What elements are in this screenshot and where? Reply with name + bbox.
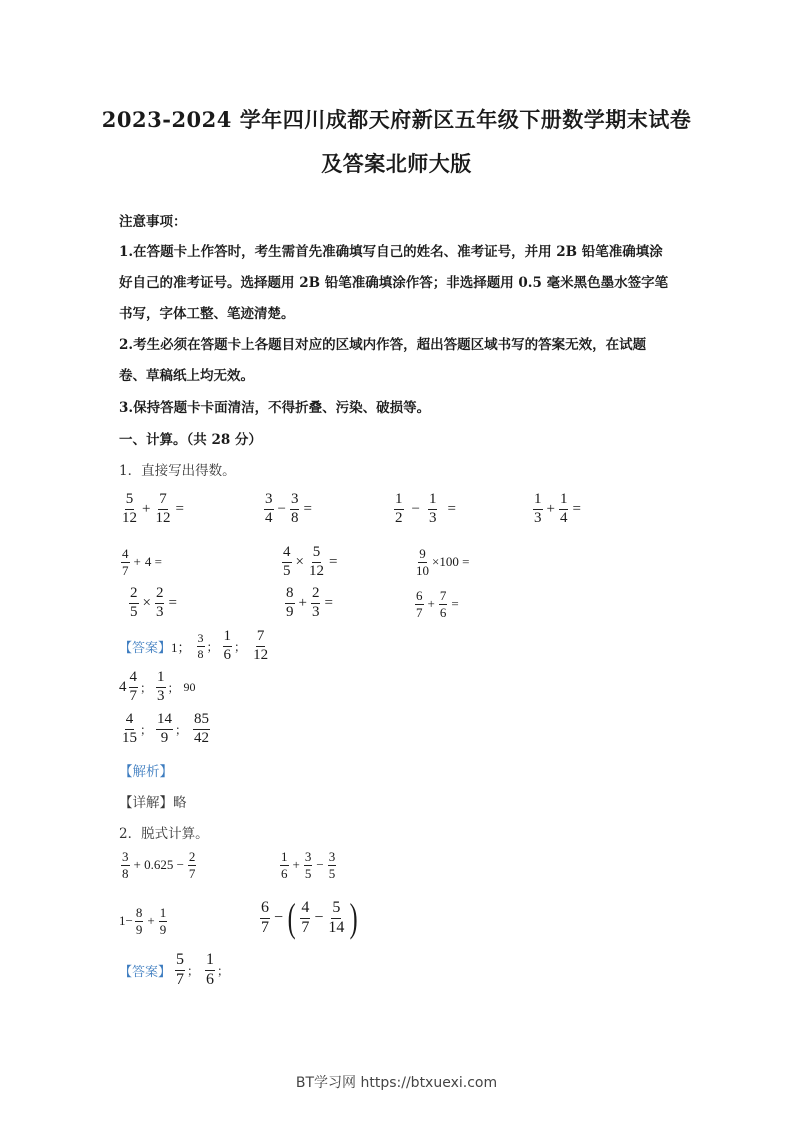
detail-text: 略 bbox=[173, 795, 187, 811]
answer-line-1: 【答案】 1； $\frac{3}{8}$ ； $\frac{1}{6}$ ； $\frac{7}{12}$ bbox=[119, 628, 269, 663]
question-1-prompt: 1．直接写出得数。 bbox=[119, 463, 236, 479]
expression: $\frac{1}{3}$ + $\frac{1}{4}$ = bbox=[534, 491, 581, 526]
expression: $\frac{2}{5}$ × $\frac{2}{3}$ = bbox=[130, 585, 177, 620]
notice-heading: 注意事项： bbox=[119, 214, 187, 230]
watermark-footer: BT学习网 https://btxuexi.com bbox=[295, 1075, 498, 1091]
section-heading: 一、计算。（共 28 分） bbox=[119, 432, 262, 448]
answer-line-3: $\frac{4}{15}$ ； $\frac{14}{9}$ ； $\frac{85}{42}$ bbox=[122, 711, 210, 746]
answer-label: 【答案】 bbox=[119, 640, 172, 656]
notice-item: 1.在答题卡上作答时，考生需首先准确填写自己的姓名、准考证号，并用 2B 铅笔准确填涂 bbox=[119, 244, 663, 260]
answer-line: 【答案】 $\frac{5}{7}$ ； $\frac{1}{6}$ ； bbox=[119, 951, 230, 988]
expression: $\frac{9}{10}$ × 100 = bbox=[416, 546, 470, 578]
answer-line-2: 4 $\frac{4}{7}$ ； $\frac{1}{3}$ ； 90 bbox=[119, 669, 196, 704]
expression: $\frac{4}{7}$ + 4 = bbox=[122, 546, 162, 578]
expression: $\frac{1}{6}$ + $\frac{3}{5}$ − $\frac{3}{5}$ bbox=[281, 849, 336, 881]
expression: $\frac{1}{2}$ − $\frac{1}{3}$ = bbox=[395, 491, 456, 526]
answer-label: 【答案】 bbox=[119, 964, 172, 980]
expression: $\frac{5}{12}$ + $\frac{7}{12}$ = bbox=[122, 491, 184, 526]
detail-line bbox=[119, 791, 187, 811]
expression: $\frac{3}{4}$ − $\frac{3}{8}$ = bbox=[265, 491, 312, 526]
detail-label: 【详解】 bbox=[119, 795, 173, 811]
expression: $\frac{3}{8}$ + 0.625 − $\frac{2}{7}$ bbox=[122, 849, 196, 881]
expression: $\frac{4}{5}$ × $\frac{5}{12}$ = bbox=[283, 544, 338, 579]
expression: 1− $\frac{8}{9}$ + $\frac{1}{9}$ bbox=[119, 905, 167, 937]
expression: $\frac{8}{9}$ + $\frac{2}{3}$ = bbox=[286, 585, 333, 620]
notice-item: 好自己的准考证号。选择题用 2B 铅笔准确填涂作答；非选择题用 0.5 毫米黑色墨水签字笔 bbox=[119, 275, 669, 291]
question-2-prompt: 2．脱式计算。 bbox=[119, 826, 209, 842]
document-title-line-2: 及答案北师大版 bbox=[321, 151, 472, 176]
notice-item: 卷、草稿纸上均无效。 bbox=[119, 368, 254, 384]
expression: $\frac{6}{7}$ + $\frac{7}{6}$ = bbox=[416, 588, 459, 620]
notice-item: 3.保持答题卡卡面清洁，不得折叠、污染、破损等。 bbox=[119, 400, 431, 416]
notice-item: 书写，字体工整、笔迹清楚。 bbox=[119, 306, 295, 322]
document-title-line-1: 2023-2024 学年四川成都天府新区五年级下册数学期末试卷 bbox=[101, 107, 692, 132]
expression: $\frac{6}{7}$ − ( $\frac{4}{7}$ − $\frac{5}{14}$ ) bbox=[261, 895, 359, 940]
analysis-label: 【解析】 bbox=[119, 764, 173, 780]
notice-item: 2.考生必须在答题卡上各题目对应的区域内作答，超出答题区域书写的答案无效，在试题 bbox=[119, 337, 647, 353]
